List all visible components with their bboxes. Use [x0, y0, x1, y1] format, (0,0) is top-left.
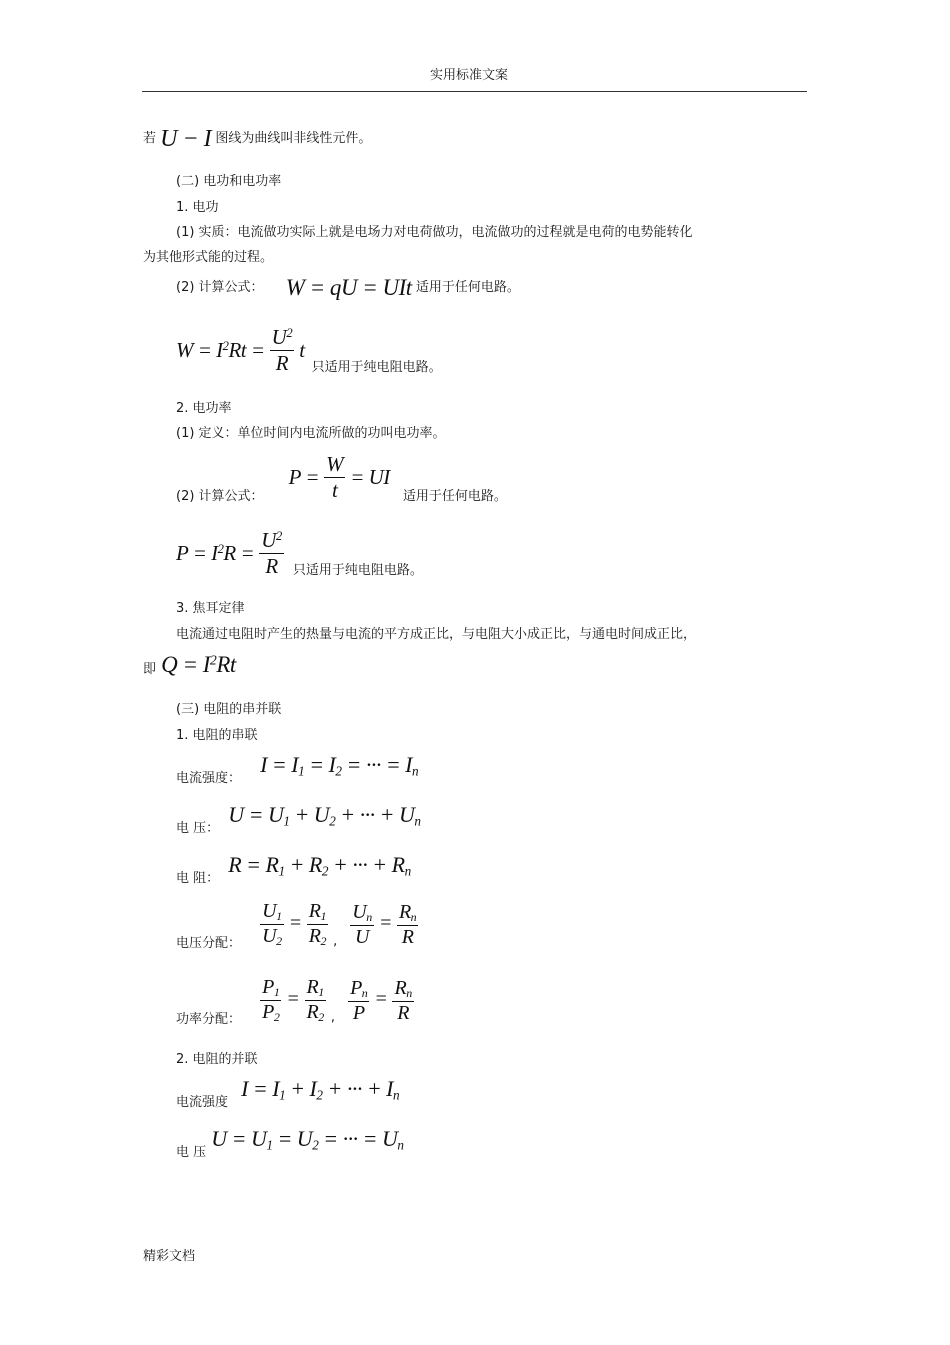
subheading-series: 1. 电阻的串联 — [176, 728, 258, 743]
prefix-text: 若 — [143, 131, 157, 146]
equals-sign: = — [378, 912, 392, 934]
fraction-r1-over-r2: $\frac{R_1}{R_2}$ — [308, 900, 326, 948]
prefix-text: 即 — [143, 662, 157, 677]
formula-p: P = — [288, 465, 320, 489]
fraction-u2-over-r: $\frac{U^2}{R}$ — [271, 325, 293, 375]
fraction-rn-over-r: $\frac{R_n}{R}$ — [398, 900, 417, 948]
formula-series-voltage: $U = U_1 + U_2$ + ··· + $U_n$ — [228, 802, 421, 829]
formula-t: t — [299, 338, 305, 362]
formula-line-power — [176, 452, 507, 503]
formula-w-qu-uit: W = qU = UIt — [285, 275, 412, 300]
subheading-parallel: 2. 电阻的并联 — [176, 1052, 258, 1067]
formula-label: 电 压： — [176, 821, 220, 836]
body-text: 图线为曲线叫非线性元件。 — [215, 131, 372, 146]
subheading-electric-work: 1. 电功 — [176, 200, 219, 215]
formula-q-i2rt: $Q = I^2Rt$ — [161, 652, 236, 677]
section-heading-2: (二) 电功和电功率 — [176, 174, 282, 189]
formula-line-series-current — [176, 752, 419, 786]
page-header-title: 实用标准文案 — [430, 68, 509, 83]
fraction-u2-over-r: $\frac{U^2}{R}$ — [261, 528, 282, 578]
formula-note: 适用于任何电路。 — [415, 280, 520, 295]
paragraph-nonlinear — [143, 126, 372, 152]
formula-line-joule — [143, 652, 236, 678]
separator-comma: , — [330, 1010, 335, 1025]
formula-label: 电流强度： — [176, 771, 242, 786]
paragraph-essence-1: (1) 实质：电流做功实际上就是电场力对电荷做功，电流做功的过程就是电荷的电势能转化 — [176, 225, 693, 240]
equals-sign: = — [288, 912, 302, 934]
formula-w-i2rt: $W = I^2Rt$ = — [176, 338, 265, 362]
formula-line-parallel-current — [176, 1076, 400, 1110]
formula-line-power-distribution — [176, 976, 414, 1025]
paragraph-power-definition: (1) 定义：单位时间内电流所做的功叫电功率。 — [176, 426, 446, 441]
formula-line-work — [176, 275, 520, 300]
formula-label: 电 压 — [176, 1145, 207, 1160]
fraction-rn-over-r: $\frac{R_n}{R}$ — [394, 976, 412, 1024]
formula-line-parallel-voltage — [176, 1126, 404, 1160]
formula-p-i2r: $P = I^2R$ = — [176, 541, 255, 565]
formula-series-resistance: $R = R_1 + R_2$ + ··· + $R_n$ — [228, 852, 411, 879]
page-footer-label: 精彩文档 — [143, 1249, 196, 1264]
formula-label: 电流强度 — [176, 1095, 229, 1110]
formula-parallel-current: $I = I_1 + I_2$ + ··· + $I_n$ — [241, 1076, 400, 1103]
fraction-un-over-u: $\frac{U_n}{U}$ — [352, 900, 372, 948]
formula-note: 只适用于纯电阻电路。 — [292, 563, 423, 578]
formula-parallel-voltage: $U = U_1 = U_2$ = ··· = $U_n$ — [211, 1126, 404, 1153]
formula-label: 功率分配： — [176, 1012, 242, 1027]
fraction-pn-over-p: $\frac{P_n}{P}$ — [350, 976, 368, 1024]
equals-sign: = — [286, 988, 300, 1010]
section-heading-3: (三) 电阻的串并联 — [176, 702, 282, 717]
formula-line-series-resistance — [176, 852, 411, 886]
header-divider — [142, 91, 807, 92]
separator-comma: , — [333, 934, 338, 949]
formula-note: 只适用于纯电阻电路。 — [311, 360, 442, 375]
formula-label: (2) 计算公式： — [176, 280, 264, 295]
formula-label: 电 阻： — [176, 871, 220, 886]
paragraph-joule-law: 电流通过电阻时产生的热量与电流的平方成正比，与电阻大小成正比，与通电时间成正比， — [176, 627, 697, 642]
fraction-u1-over-u2: $\frac{U_1}{U_2}$ — [262, 900, 282, 948]
fraction-p1-over-p2: $\frac{P_1}{P_2}$ — [262, 976, 280, 1024]
subheading-electric-power: 2. 电功率 — [176, 401, 232, 416]
formula-label: 电压分配： — [176, 936, 242, 951]
formula-line-series-voltage — [176, 802, 421, 836]
subheading-joule-law: 3. 焦耳定律 — [176, 601, 245, 616]
fraction-r1-over-r2: $\frac{R_1}{R_2}$ — [306, 976, 324, 1024]
formula-label: (2) 计算公式： — [176, 489, 264, 504]
equals-sign: = — [374, 988, 388, 1010]
formula-line-power-pure-resistance — [176, 528, 423, 579]
formula-line-work-pure-resistance — [176, 325, 442, 376]
formula-ui: = UI — [350, 465, 390, 489]
paragraph-essence-2: 为其他形式能的过程。 — [143, 250, 274, 265]
formula-note: 适用于任何电路。 — [402, 489, 507, 504]
fraction-w-over-t: $\frac{W}{t}$ — [326, 452, 344, 502]
formula-series-current: $I = I_1 = I_2$ = ··· = $I_n$ — [260, 752, 419, 779]
formula-line-voltage-distribution — [176, 900, 418, 949]
formula-u-i: U − I — [160, 126, 212, 152]
